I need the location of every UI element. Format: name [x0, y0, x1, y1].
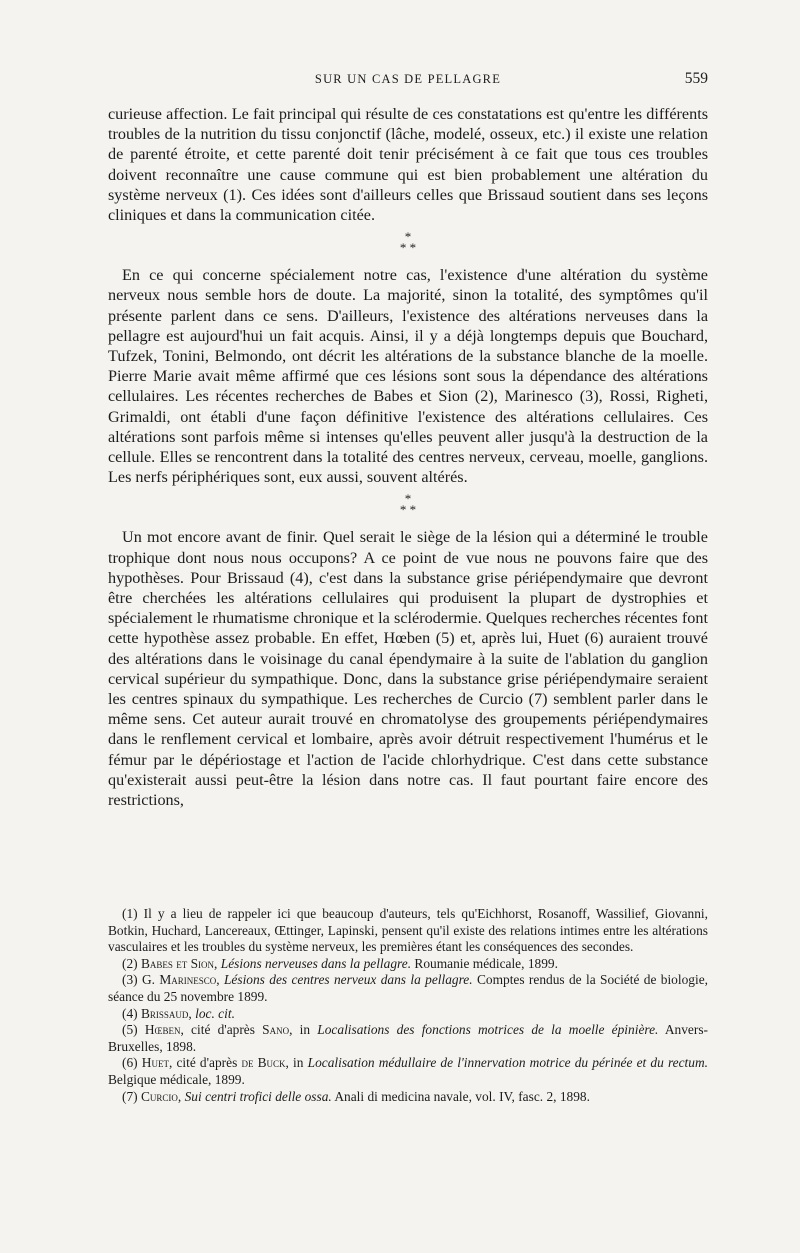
footnote-author: Brissaud,: [140, 1005, 192, 1021]
paragraph-lesion-site: Un mot encore avant de finir. Quel serait le siège de la lésion qui a déterminé le trouble trophique dont nous nous occupons? A ce point de vue nous ne pouvons faire que des hypothèses. Pour Brissaud (4), c'est dans la substance grise périépendymaire que devront être cherchées les altérations cellulaires qui produisent la plupart de dystrophies et spécialement le rhumatisme chronique et la sclérodermie. Quelques recherches récentes font cette hypothèse assez probable. En effet, Hœben (5) et, après lui, Huet (6) auraient trouvé des altérations dans le voisinage du canal épendymaire à la suite de l'ablation du ganglion cervical supérieur du sympathique. Donc, dans la substance grise périépendymaire seraient les centres spinaux du sympathique. Les recherches de Curcio (7) semblent parler dans le même sens. Cet auteur aurait trouvé en chromatolyse des groupements périépendymaires dans le renflement cervical et lombaire, après avoir détruit respectivement l'humérus et le fémur par le dépériostage et l'action de l'acide chlorhydrique. C'est dans cette substance qu'existerait aussi peut-être la lésion dans notre cas. Il faut pourtant faire encore des restrictions,: [108, 528, 708, 810]
footnote-text: cité d'après: [172, 1055, 242, 1071]
footnote-author: Marinesco,: [159, 972, 220, 988]
footnote-title: Localisations des fonctions motrices de la moelle épinière.: [317, 1022, 659, 1038]
footnote-number: (4): [122, 1005, 141, 1021]
footnote-3: [108, 972, 708, 1005]
article-body: [108, 104, 708, 810]
footnote-title: Sui centri trofici delle ossa.: [184, 1088, 332, 1104]
footnote-2: [108, 956, 708, 973]
footnote-number: (7): [122, 1088, 141, 1104]
footnote-7: [108, 1089, 708, 1106]
asterism-bottom: * *: [399, 502, 417, 518]
footnote-number: (5): [122, 1022, 145, 1038]
section-separator-asterism: [108, 229, 708, 256]
footnote-source: Belgique médicale, 1899.: [108, 1071, 245, 1087]
footnote-1: (1) Il y a lieu de rappeler ici que beaucoup d'auteurs, tels qu'Eichhorst, Rosanoff, Wassilief, Giovanni, Botkin, Huchard, Lancereaux, Œttinger, Lapinski, pensent qu'il existe des relations intimes entre les altérations vasculaires et les troubles du système nerveux, les premières étant les conséquences des secondes.: [108, 906, 708, 955]
footnote-title: Localisation médullaire de l'innervation motrice du périnée et du rectum.: [307, 1055, 708, 1071]
footnote-author: Curcio,: [140, 1088, 182, 1104]
section-separator-asterism: [108, 491, 708, 518]
asterism-bottom: * *: [399, 240, 417, 256]
footnote-text: cité d'après: [183, 1022, 263, 1038]
page-number: 559: [684, 70, 708, 87]
footnote-source: Anvers-Bruxelles, 1898.: [108, 1022, 709, 1054]
footnote-number: (6): [122, 1055, 142, 1071]
footnote-source: Comptes rendus de la Société de biologie, séance du 25 novembre 1899.: [108, 972, 708, 1004]
footnote-title: Lésions nerveuses dans la pellagre.: [220, 955, 412, 971]
footnote-author: Sano,: [262, 1022, 293, 1038]
paragraph-nervous-system: En ce qui concerne spécialement notre cas, l'existence d'une altération du système nerveux nous semble hors de doute. La majorité, sinon la totalité, des symptômes qu'il présente parlent dans ce sens. D'ailleurs, l'existence des altérations nerveuses dans la pellagre est aujourd'hui un fait acquis. Ainsi, il y a déjà longtemps depuis que Bouchard, Tufzek, Tonini, Belmondo, ont décrit les altérations de la substance blanche de la moelle. Pierre Marie avait même affirmé que ces lésions sont sous la dépendance des altérations cellulaires. Les récentes recherches de Babes et Sion (2), Marinesco (3), Rossi, Righeti, Grimaldi, ont établi d'une façon définitive l'existence des altérations cellulaires. Ces altérations sont parfois même si intenses qu'elles peuvent aller jusqu'à la destruction de la cellule. Elles se rencontrent dans la totalité des centres nerveux, cerveau, moelle, ganglions. Les nerfs périphériques sont, eux aussi, souvent altérés.: [108, 266, 708, 487]
footnote-4: [108, 1006, 708, 1023]
footnote-author: de Buck,: [241, 1055, 289, 1071]
running-title: SUR UN CAS DE PELLAGRE: [314, 72, 502, 86]
footnote-number: (2): [122, 955, 141, 971]
footnote-6: [108, 1055, 708, 1088]
paragraph-continuation: curieuse affection. Le fait principal qui résulte de ces constatations est qu'entre les différents troubles de la nutrition du tissu conjonctif (lâche, modelé, osseux, etc.) il existe une relation de parenté étroite, et cette parenté doit tenir précisément à ce fait que tous ces troubles doivent reconnaître une cause commune qui est bien probablement une altération du système nerveux (1). Ces idées sont d'ailleurs celles que Brissaud soutient dans ses leçons cliniques et dans la communication citée.: [108, 105, 708, 225]
asterism-top: *: [404, 491, 412, 507]
running-header: [108, 72, 708, 92]
footnote-title: Lésions des centres nerveux dans la pellagre.: [223, 972, 473, 988]
footnote-author: Babes et Sion,: [140, 955, 218, 971]
footnote-text: in: [292, 1022, 318, 1038]
footnote-source: Roumanie médicale, 1899.: [411, 955, 558, 971]
footnote-source: Anali di medicina navale, vol. IV, fasc. 2, 1898.: [331, 1088, 590, 1104]
footnote-5: [108, 1022, 708, 1055]
footnote-number: (3) G.: [122, 972, 160, 988]
footnote-author: Huet,: [141, 1055, 173, 1071]
footnote-text: in: [288, 1055, 308, 1071]
footnote-title: loc. cit.: [195, 1005, 235, 1021]
footnote-author: Hœben,: [144, 1022, 184, 1038]
footnotes: [108, 906, 708, 1105]
asterism-top: *: [404, 229, 412, 245]
